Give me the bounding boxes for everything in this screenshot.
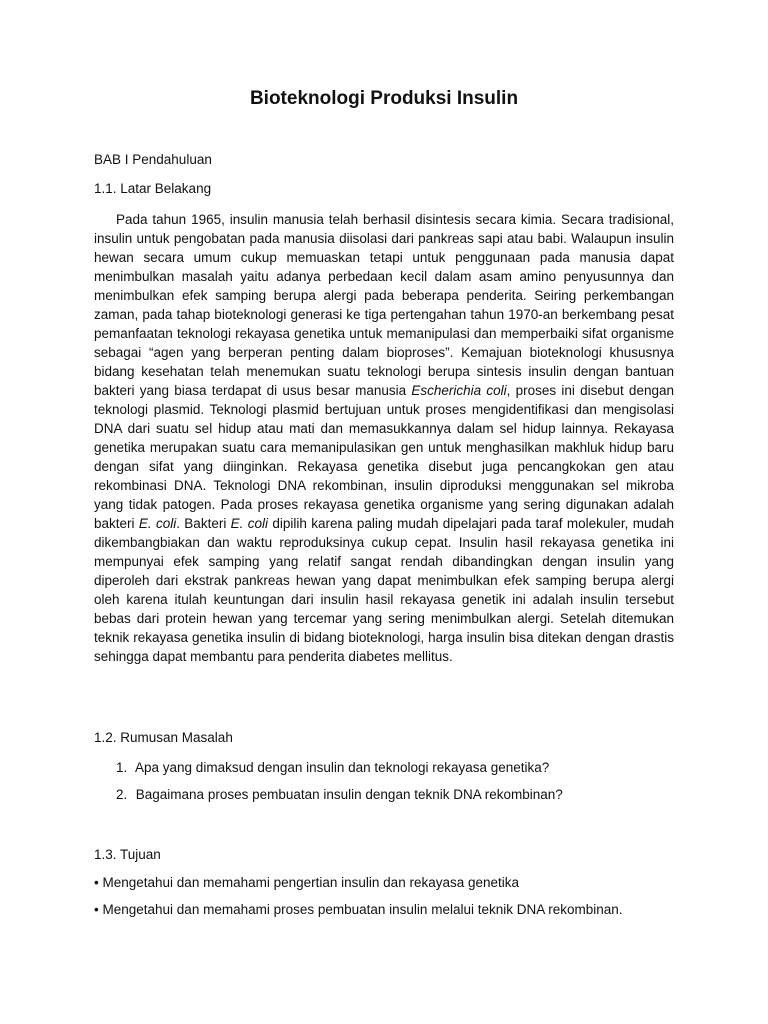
list-text: Apa yang dimaksud dengan insulin dan teknologi rekayasa genetika? (135, 760, 550, 775)
list-item (94, 902, 623, 917)
para-segment-italic: Escherichia coli (411, 383, 507, 398)
para-segment: Pada tahun 1965, insulin manusia telah berhasil disintesis secara kimia. Secara tradisional, insulin untuk pengobatan pada manusia diisolasi dari pankreas sapi atau babi. Walaupun insulin hewan secara umum cukup memuaskan tetapi untuk penggunaan pada manusia dapat menimbulkan masalah yaitu adanya perbedaan kecil dalam asam amino penyusunnya dan menimbulkan efek samping berupa alergi pada beberapa penderita. Seiring perkembangan zaman, pada tahap bioteknologi generasi ke tiga pertengahan tahun 1970-an berkembang pesat pemanfaatan teknologi rekayasa genetika untuk memanipulasi dan memperbaiki sifat organisme sebagai “agen yang berperan penting dalam bioproses”. Kemajuan bioteknologi khususnya bidang kesehatan telah menemukan suatu teknologi berupa sintesis insulin dengan bantuan bakteri yang biasa terdapat di usus besar manusia (94, 212, 674, 398)
bullet-glyph: • (94, 902, 99, 917)
list-text: Mengetahui dan memahami pengertian insulin dan rekayasa genetika (102, 875, 520, 890)
para-segment-italic: E. coli (230, 516, 269, 531)
list-item (94, 760, 563, 775)
para-segment-italic: E. coli (138, 516, 177, 531)
list-text: Mengetahui dan memahami proses pembuatan insulin melalui teknik DNA rekombinan. (102, 902, 623, 917)
problem-list (94, 760, 563, 802)
bullet-glyph: • (94, 875, 99, 890)
list-number: 2. (116, 787, 128, 802)
para-segment: , proses ini disebut dengan teknologi plasmid. Teknologi plasmid bertujuan untuk proses mengidentifikasi dan mengisolasi DNA dari suatu sel hidup atau mati dan memasukkannya dalam sel hidup lainnya. Rekayasa genetika merupakan suatu cara memanipulasikan gen untuk menghasilkan makhluk hidup baru dengan sifat yang diinginkan. Rekayasa genetika disebut juga pencangkokan gen atau rekombinasi DNA. Teknologi DNA rekombinan, insulin diproduksi menggunakan sel mikroba yang tidak patogen. Pada proses rekayasa genetika organisme yang sering digunakan adalah bakteri (94, 383, 674, 531)
section-heading-background: 1.1. Latar Belakang (94, 181, 212, 196)
section-heading-problem: 1.2. Rumusan Masalah (94, 730, 233, 745)
list-item (94, 787, 563, 802)
goal-list (94, 875, 623, 917)
section-heading-goals: 1.3. Tujuan (94, 847, 161, 862)
list-item (94, 875, 623, 890)
list-text: Bagaimana proses pembuatan insulin dengan teknik DNA rekombinan? (135, 787, 563, 802)
document-title: Bioteknologi Produksi Insulin (249, 88, 519, 109)
para-segment: . Bakteri (176, 516, 231, 531)
para-segment: dipilih karena paling mudah dipelajari pada taraf molekuler, mudah dikembangbiakan dan waktu reproduksinya cukup cepat. Insulin hasil rekayasa genetika ini mempunyai efek samping yang relatif sangat rendah dibandingkan dengan insulin yang diperoleh dari ekstrak pankreas hewan yang dapat menimbulkan efek samping berupa alergi oleh karena itulah keuntungan dari insulin hasil rekayasa genetik ini adalah insulin tersebut bebas dari protein hewan yang tercemar yang sering menimbulkan alergi. Setelah ditemukan teknik rekayasa genetika insulin di bidang bioteknologi, harga insulin bisa ditekan dengan drastis sehingga dapat membantu para penderita diabetes mellitus. (94, 516, 675, 664)
chapter-heading: BAB I Pendahuluan (94, 152, 212, 167)
list-number: 1. (116, 760, 128, 775)
background-paragraph (94, 210, 674, 666)
